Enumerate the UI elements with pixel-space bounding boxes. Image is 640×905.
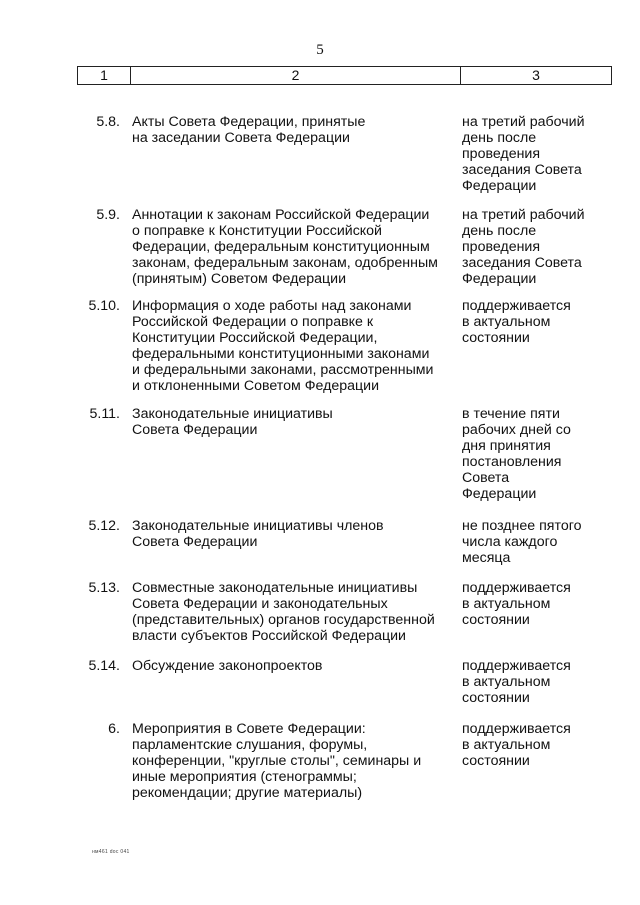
page-number: 5 <box>316 42 324 58</box>
row-number: 5.8. <box>96 114 120 130</box>
row-number: 5.12. <box>88 518 120 534</box>
row-description: Законодательные инициативы членов Совета Федерации <box>132 518 384 550</box>
footer-file-mark: нм461 doc 041 <box>92 849 130 855</box>
header-col-3: 3 <box>532 67 540 83</box>
row-number: 5.10. <box>88 298 120 314</box>
row-term: поддерживается в актуальном состоянии <box>462 580 571 628</box>
row-number: 5.13. <box>88 580 120 596</box>
table-header <box>77 66 612 85</box>
row-description: Аннотации к законам Российской Федерации о поправке к Конституции Российской Федерации, федеральным конституционным законам, федеральным законам, одобренным (принятым) Советом Федерации <box>132 207 438 287</box>
row-description: Информация о ходе работы над законами Российской Федерации о поправке к Конституции Российской Федерации, федеральными конституционными законами и федеральными законами, рассмотренными и отклоненными Советом Федерации <box>132 298 434 394</box>
row-term: не позднее пятого числа каждого месяца <box>462 518 582 566</box>
row-term: поддерживается в актуальном состоянии <box>462 658 571 706</box>
row-term: поддерживается в актуальном состоянии <box>462 721 571 769</box>
header-col-1: 1 <box>78 67 131 84</box>
row-number: 6. <box>108 721 120 737</box>
row-description: Законодательные инициативы Совета Федерации <box>132 406 333 438</box>
header-col-2: 2 <box>131 67 461 84</box>
row-term: на третий рабочий день после проведения заседания Совета Федерации <box>462 114 585 194</box>
row-description: Совместные законодательные инициативы Совета Федерации и законодательных (представительных) органов государственной власти субъектов Российской Федерации <box>132 580 435 644</box>
row-number: 5.11. <box>89 406 120 422</box>
row-description: Акты Совета Федерации, принятые на заседании Совета Федерации <box>132 114 366 146</box>
row-description: Обсуждение законопроектов <box>132 658 323 674</box>
row-description: Мероприятия в Совете Федерации: парламентские слушания, форумы, конференции, "круглые столы", семинары и иные мероприятия (стенограммы; рекомендации; другие материалы) <box>132 721 422 801</box>
row-number: 5.14. <box>88 658 120 674</box>
row-term: поддерживается в актуальном состоянии <box>462 298 571 346</box>
row-number: 5.9. <box>96 207 120 223</box>
row-term: в течение пяти рабочих дней со дня принятия постановления Совета Федерации <box>462 406 571 502</box>
row-term: на третий рабочий день после проведения заседания Совета Федерации <box>462 207 585 287</box>
